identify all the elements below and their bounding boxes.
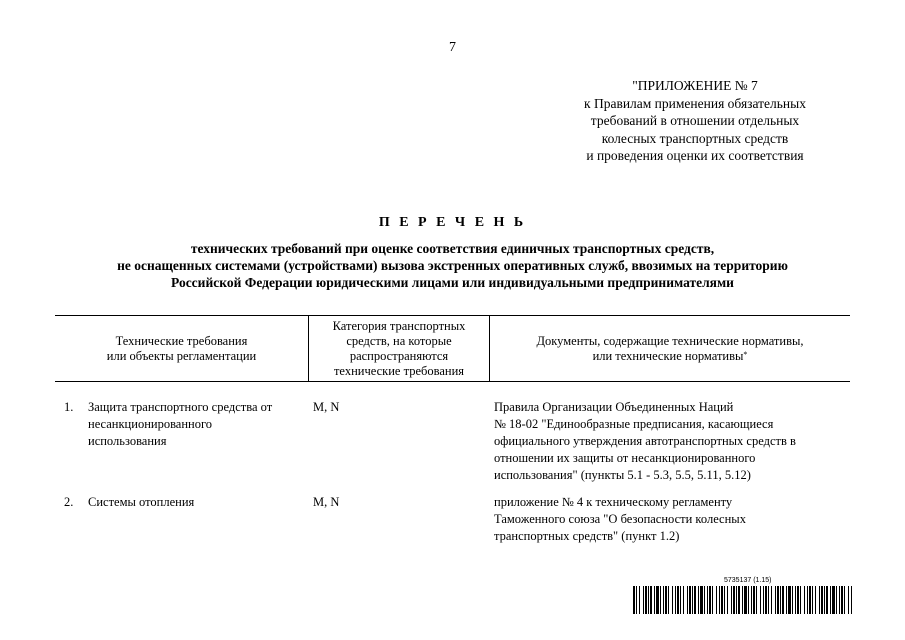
appendix-header bbox=[540, 77, 850, 165]
subtitle-line: Российской Федерации юридическими лицами или индивидуальными предпринимателями bbox=[171, 275, 734, 290]
appendix-line: и проведения оценки их соответствия bbox=[586, 148, 804, 163]
page-number: 7 bbox=[449, 40, 456, 55]
appendix-line: к Правилам применения обязательных bbox=[584, 95, 806, 111]
row-number: 2. bbox=[64, 495, 74, 509]
subtitle-line: технических требований при оценке соответствия единичных транспортных средств, bbox=[190, 241, 715, 256]
appendix-line: колесных транспортных средств bbox=[601, 130, 789, 146]
row-document: Правила Организации Объединенных Наций № 18-02 "Единообразные предписания, касающиеся официального утверждения автотранспортных средств в отношении их защиты от несанкционированного использования" (пункты 5.1 - 5.3, 5.5, 5.11, 5.12) bbox=[494, 400, 796, 482]
barcode-label: 5735137 (1.15) bbox=[724, 577, 772, 584]
row-category: M, N bbox=[313, 495, 340, 509]
header-documents: Документы, содержащие технические нормативы, или технические нормативы* bbox=[536, 333, 804, 363]
barcode-icon bbox=[633, 586, 855, 614]
header-category: Категория транспортных средств, на которые распространяются технические требования bbox=[332, 318, 466, 378]
row-category: M, N bbox=[313, 400, 340, 414]
document-subtitle bbox=[0, 240, 905, 291]
table-header-rule bbox=[55, 381, 850, 382]
header-requirements: Технические требования или объекты регламентации bbox=[106, 333, 257, 363]
row-requirement: Системы отопления bbox=[88, 495, 195, 509]
appendix-line: "ПРИЛОЖЕНИЕ № 7 bbox=[632, 78, 758, 93]
row-document: приложение № 4 к техническому регламенту Таможенного союза "О безопасности колесных транспортных средств" (пункт 1.2) bbox=[494, 495, 746, 543]
appendix-line: требований в отношении отдельных bbox=[590, 113, 800, 128]
document-title: П Е Р Е Ч Е Н Ь bbox=[378, 215, 527, 230]
subtitle-line: не оснащенных системами (устройствами) вызова экстренных оперативных служб, ввозимых на территорию bbox=[117, 258, 788, 273]
row-requirement: Защита транспортного средства от несанкционированного использования bbox=[88, 400, 273, 448]
footnote-marker: * bbox=[743, 349, 748, 359]
row-number: 1. bbox=[64, 400, 74, 414]
